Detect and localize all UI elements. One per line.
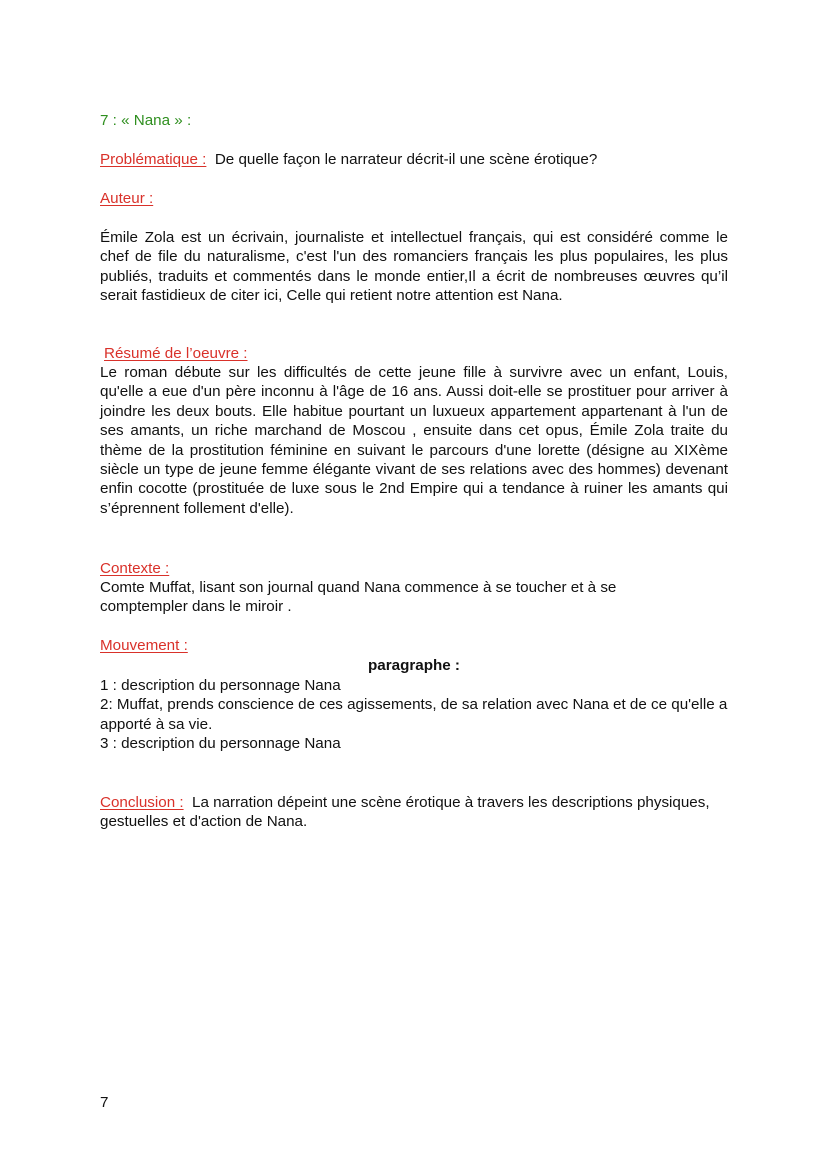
auteur-paragraph (100, 228, 728, 306)
mouvement-list (100, 676, 728, 754)
list-item: 1 : description du personnage Nana (100, 677, 341, 694)
problematique-label: Problématique : (100, 151, 207, 168)
resume-section (100, 344, 728, 363)
resume-text: Le roman débute sur les difficultés de cette jeune fille à survivre avec un enfant, Louis, qu'elle a eue d'un père inconnu à l'âge de 16 ans. Aussi doit-elle se prostituer pour arriver à joindre les deux bouts. Elle habitue pourtant un luxueux appartement appartenant à l'un de ses amants, un riche marchand de Moscou , ensuite dans cet opus, Émile Zola traite du thème de la prostitution féminine en suivant le parcours d'une lorette (désigne au XIXème siècle un type de jeune femme élégante vivant de ses relations avec des hommes) devenant enfin cocotte (prostituée de luxe sous le 2nd Empire qui a tendance à ruiner les amants qui s’éprennent follement d'elle). (100, 364, 728, 517)
contexte-label: Contexte : (100, 560, 170, 577)
problematique-text: De quelle façon le narrateur décrit-il une scène érotique? (214, 151, 598, 168)
mouvement-heading: paragraphe : (368, 657, 460, 674)
auteur-label: Auteur : (100, 190, 154, 207)
mouvement-section (100, 636, 728, 655)
auteur-section (100, 189, 728, 208)
contexte-line-1: Comte Muffat, lisant son journal quand Nana commence à se toucher et à se (100, 579, 617, 596)
contexte-line-2: comptempler dans le miroir . (100, 598, 292, 616)
resume-label: Résumé de l’oeuvre : (104, 345, 248, 362)
page-number: 7 (100, 1094, 109, 1111)
resume-paragraph (100, 363, 728, 518)
auteur-text: Émile Zola est un écrivain, journaliste et intellectuel français, qui est considéré comme le chef de file du naturalisme, c'est l'un des romanciers français les plus populaires, les plus publiés, traduits et commentés dans le monde entier,Il a écrit de nombreuses œuvres qu’il serait fastidieux de citer ici, Celle qui retient notre attention est Nana. (100, 229, 728, 305)
mouvement-label: Mouvement : (100, 637, 188, 654)
contexte-paragraph (100, 578, 728, 617)
list-item: 3 : description du personnage Nana (100, 735, 341, 753)
contexte-section (100, 559, 728, 578)
conclusion-section (100, 793, 728, 832)
conclusion-label: Conclusion : (100, 794, 184, 811)
list-item: 2: Muffat, prends conscience de ces agissements, de sa relation avec Nana et de ce qu'elle a apporté à sa vie. (100, 696, 728, 733)
section-title: 7 : « Nana » : (100, 112, 192, 129)
problematique-section (100, 150, 728, 169)
conclusion-text: La narration dépeint une scène érotique à travers les descriptions physiques, gestuelles et d'action de Nana. (100, 794, 710, 831)
